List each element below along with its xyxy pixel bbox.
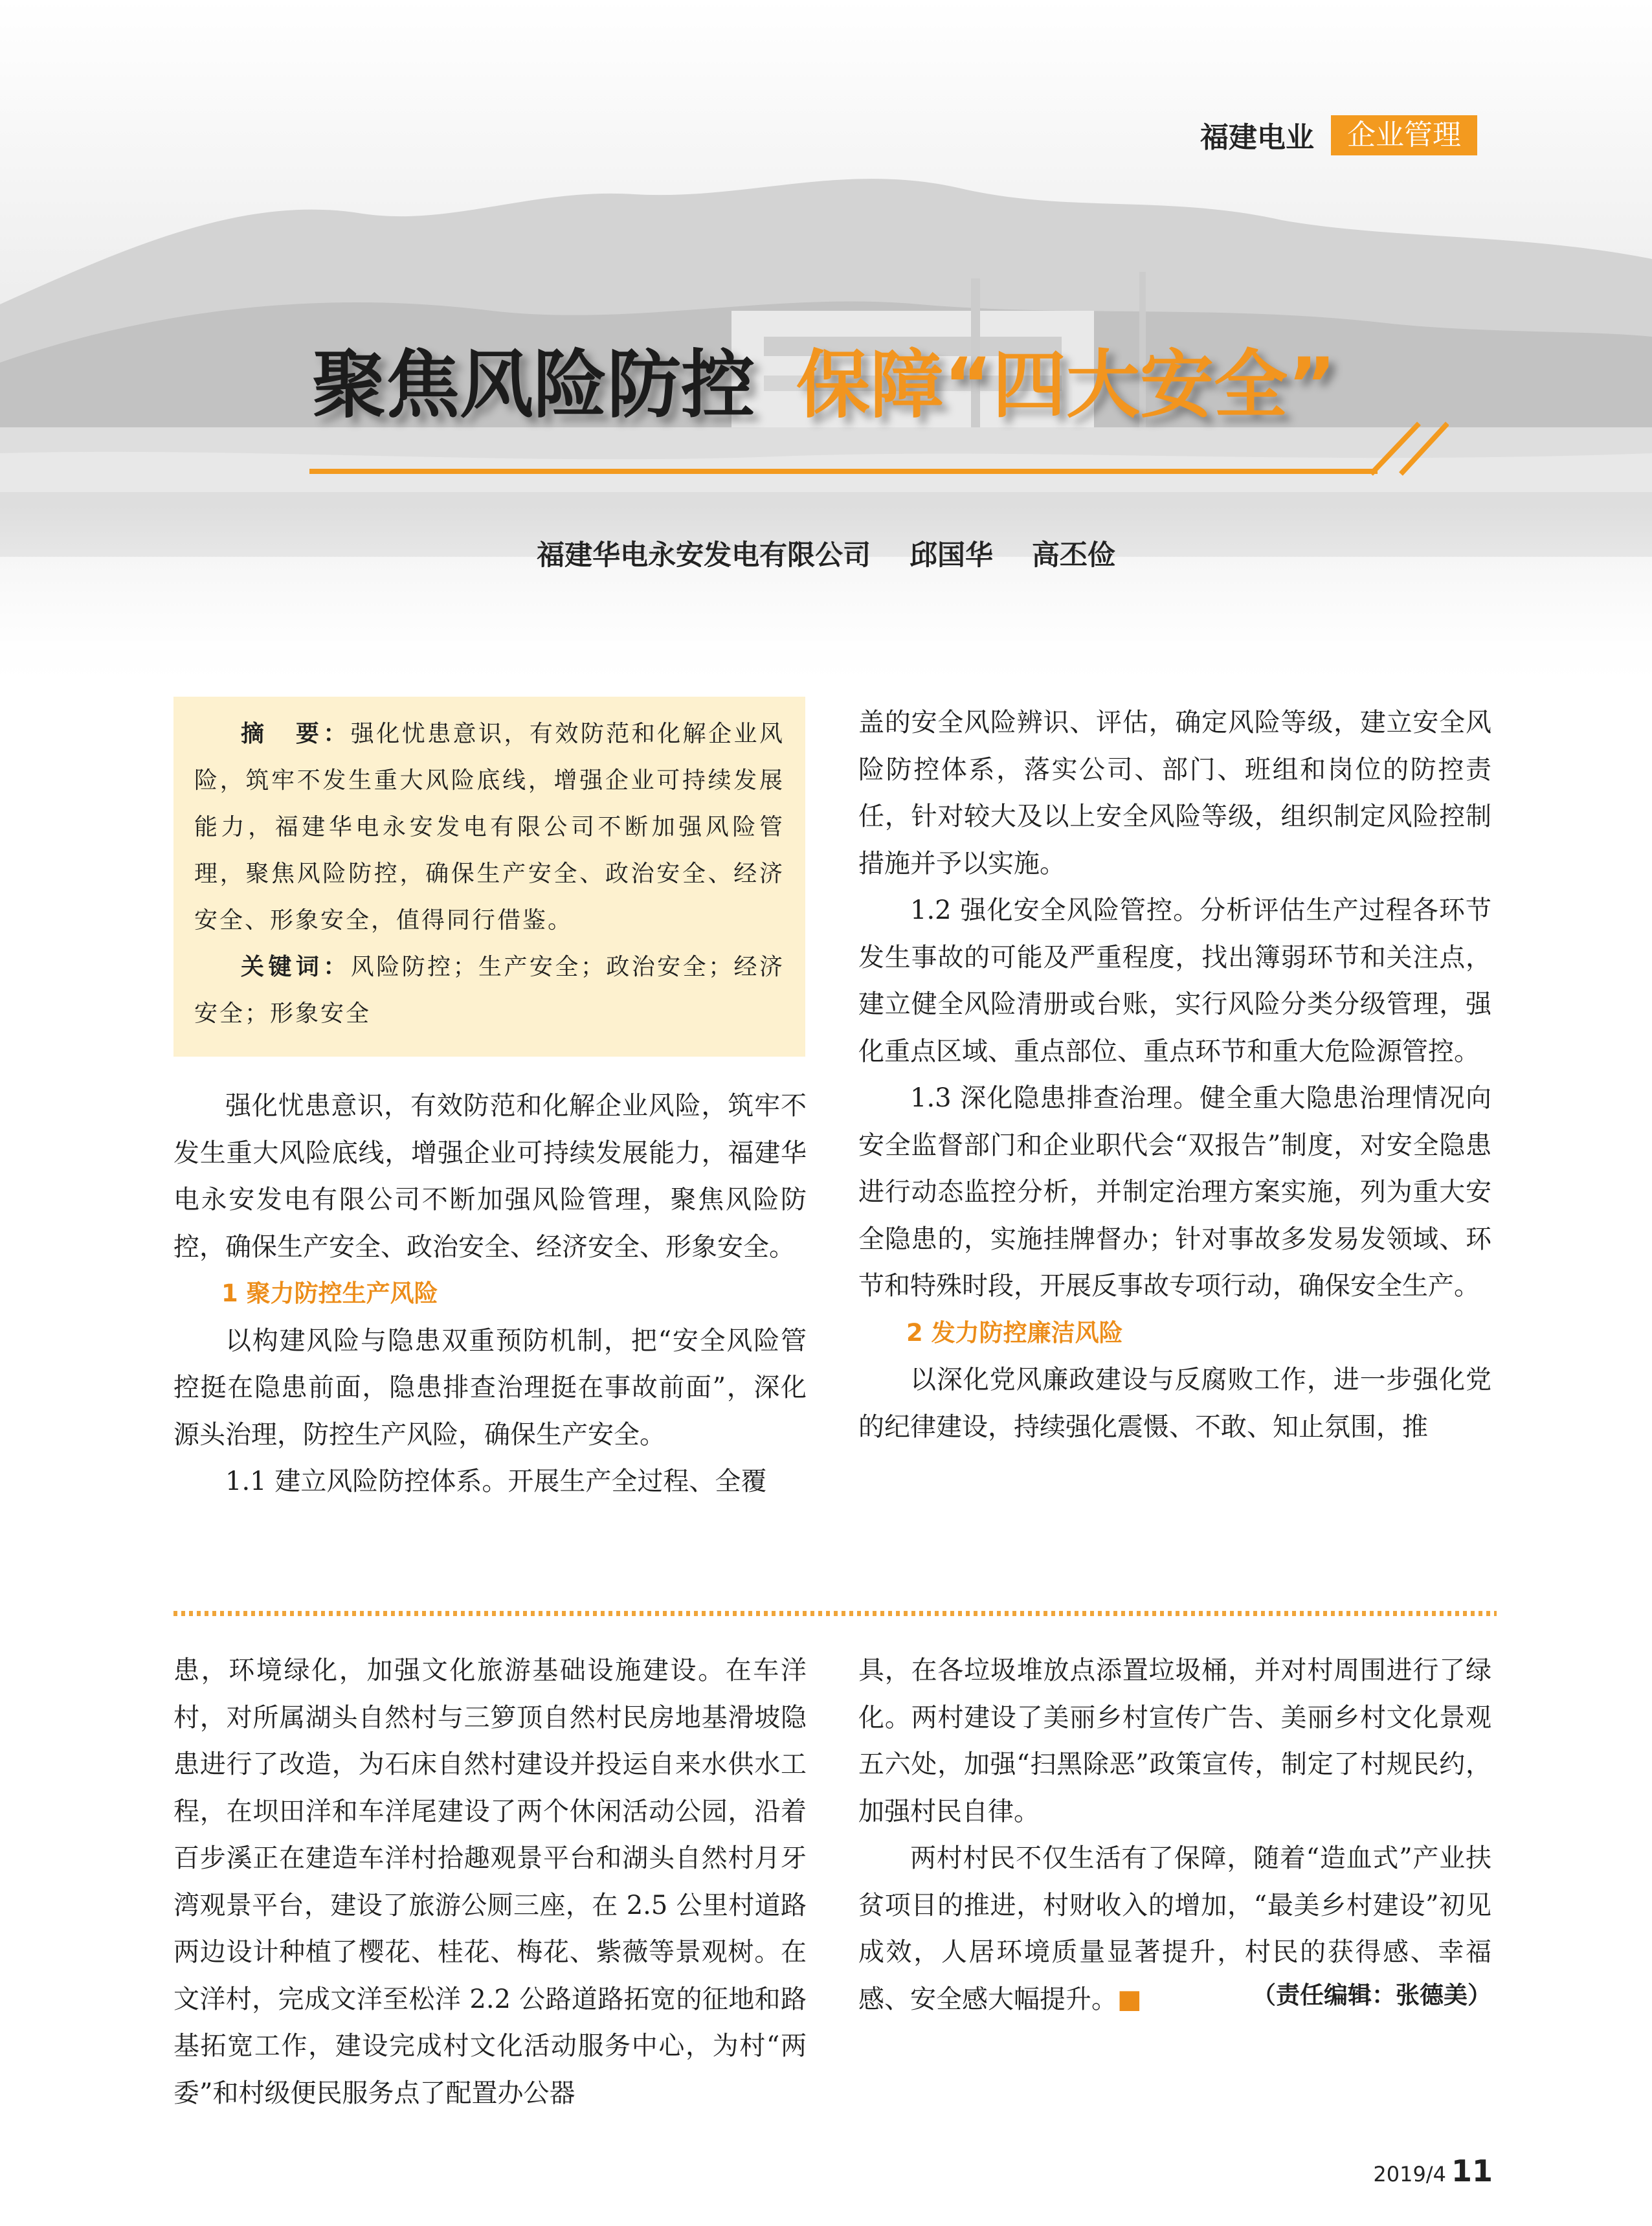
abstract-box [173,697,805,1057]
page-footer [1334,2153,1493,2188]
page-number: 11 [1451,2153,1493,2188]
column-top-right [858,699,1491,1450]
continued-paragraph: 患，环境绿化，加强文化旅游基础设施建设。在车洋村，对所属湖头自然村与三箩顶自然村民房地基滑坡隐患进行了改造，为石床自然村建设并投运自来水供水工程，在坝田洋和车洋尾建设了两个休闲活动公园，沿着百步溪正在建造车洋村拾趣观景平台和湖头自然村月牙湾观景平台，建设了旅游公厕三座，在 2.5 公里村道路两边设计种植了樱花、桂花、梅花、紫薇等景观树。在文洋村，完成文洋至松洋 2.2 公路道路拓宽的征地和路基拓宽工作，建设完成村文化活动服务中心，为村“两委”和村级便民服务点了配置办公器 [173,1656,807,2108]
subsection-1-1-continued: 盖的安全风险辨识、评估，确定风险等级，建立安全风险防控体系，落实公司、部门、班组和岗位的防控责任，针对较大及以上安全风险等级，组织制定风险控制措施并予以实施。 [858,708,1491,879]
title-part-2: 保障“四大安全” [796,342,1336,428]
subsection-1-3: 1.3 深化隐患排查治理。健全重大隐患治理情况向安全监督部门和企业职代会“双报告”制度，对安全隐患进行动态监控分析，并制定治理方案实施，列为重大安全隐患的，实施挂牌督办；针对事故多发易发领域、环节和特殊时段，开展反事故专项行动，确保安全生产。 [858,1083,1491,1301]
title-part-1: 聚焦风险防控 [312,342,755,428]
column-bottom-right [858,1647,1491,2023]
issue-number: 2019/4 [1373,2162,1446,2187]
title-underline [309,420,1449,482]
keywords-label: 关键词： [241,954,351,980]
column-top-left [173,1083,807,1505]
end-mark-icon: ■ [1117,1984,1142,2014]
keywords-paragraph [194,944,785,1037]
abstract-text: 强化忧患意识，有效防范和化解企业风险，筑牢不发生重大风险底线，增强企业可持续发展能力，福建华电永安发电有限公司不断加强风险管理，聚焦风险防控，确保生产安全、政治安全、经济安全、形象安全，值得同行借鉴。 [194,721,785,934]
byline: 福建华电永安发电有限公司 邱国华 高丕俭 [537,539,1115,572]
column-bottom-left [173,1647,807,2117]
dotted-divider [173,1608,1497,1619]
keywords-text: 风险防控；生产安全；政治安全；经济安全；形象安全 [194,954,785,1027]
abstract-paragraph [194,711,785,944]
section-tag: 企业管理 [1331,115,1477,155]
villages-paragraph: 具，在各垃圾堆放点添置垃圾桶，并对村周围进行了绿化。两村建设了美丽乡村宣传广告、美丽乡村文化景观五六处，加强“扫黑除恶”政策宣传，制定了村规民约，加强村民自律。 [858,1656,1491,1827]
closing-text: 两村村民不仅生活有了保障，随着“造血式”产业扶贫项目的推进，村财收入的增加，“最美乡村建设”初见成效，人居环境质量显著提升，村民的获得感、幸福感、安全感大幅提升。 [858,1843,1491,2014]
responsible-editor: （责任编辑：张德美） [1252,1981,1491,2009]
section2-paragraph: 以深化党风廉政建设与反腐败工作，进一步强化党的纪律建设，持续强化震慑、不敢、知止氛围，推 [858,1365,1491,1442]
section1-paragraph: 以构建风险与隐患双重预防机制，把“安全风险管控挺在隐患前面，隐患排查治理挺在事故前面”，深化源头治理，防控生产风险，确保生产安全。 [173,1325,807,1450]
subsection-1-1-start: 1.1 建立风险防控体系。开展生产全过程、全覆 [225,1467,767,1496]
section-heading-2: 2 发力防控廉洁风险 [906,1318,1123,1347]
magazine-name: 福建电业 [1200,121,1314,154]
section-heading-1: 1 聚力防控生产风险 [221,1279,438,1307]
subsection-1-2: 1.2 强化安全风险管控。分析评估生产过程各环节发生事故的可能及严重程度，找出簿弱环节和关注点，建立健全风险清册或台账，实行风险分类分级管理，强化重点区域、重点部位、重点环节和重大危险源管控。 [858,895,1491,1066]
intro-paragraph: 强化忧患意识，有效防范和化解企业风险，筑牢不发生重大风险底线，增强企业可持续发展能力，福建华电永安发电有限公司不断加强风险管理，聚焦风险防控，确保生产安全、政治安全、经济安全、形象安全。 [173,1091,807,1262]
abstract-label: 摘 要： [241,721,351,747]
